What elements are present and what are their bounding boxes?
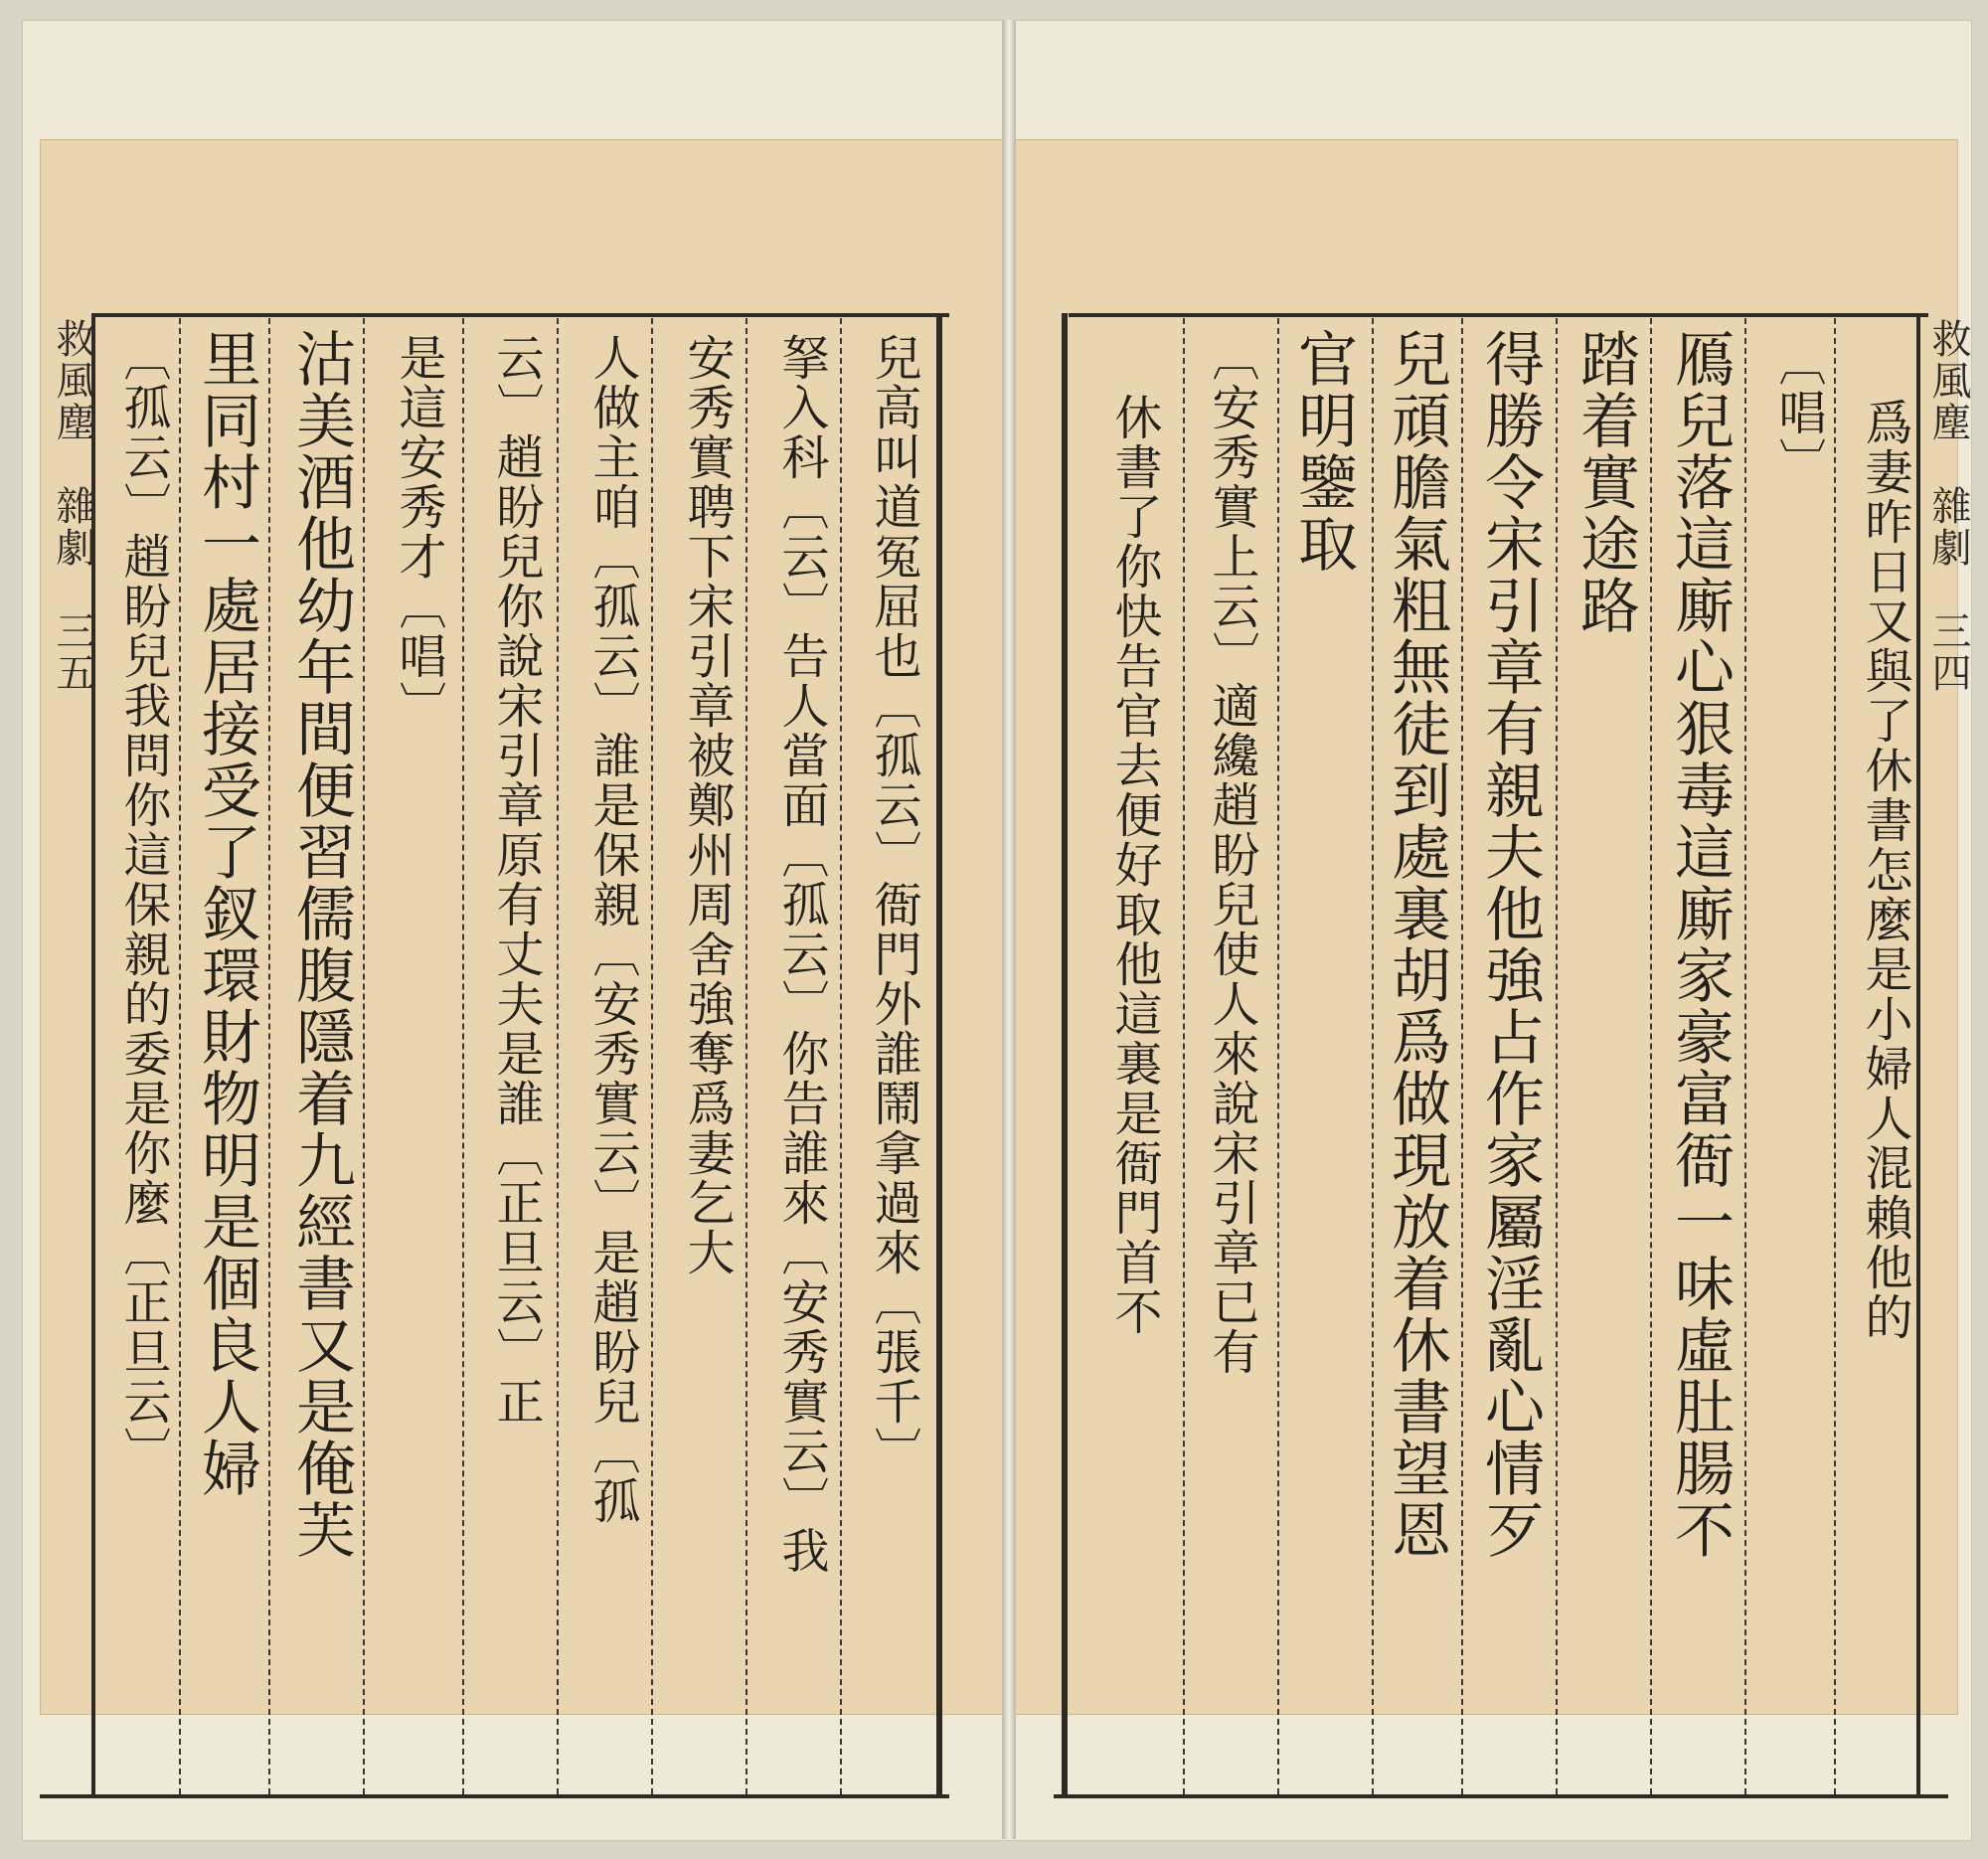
right-column-1: 爲妻昨日又與了休書怎麼是小婦人混賴他的 [1857,398,1912,1342]
left-column-1: 兒高叫道冤屈也〔孤云〕衙門外誰鬧拿過來〔張千〕 [866,333,921,1476]
left-column-4: 人做主咱〔孤云〕誰是保親〔安秀實云〕是趙盼兒〔孤 [584,333,640,1526]
right-margin-title: 救風塵 雜劇 三四 [1925,318,1971,694]
right-outer-border [1062,313,1068,1798]
left-column-7: 沽美酒他幼年間便習儒腹隱着九經書又是俺芙 [286,328,356,1561]
right-column-3: 鴈兒落這廝心狠毒這廝家豪富衙一味虛肚腸不 [1665,328,1735,1561]
right-top-border [1069,313,1928,317]
book-spine [1002,20,1016,1839]
left-column-9: 〔孤云〕趙盼兒我問你這保親的委是你麼〔正旦云〕 [115,333,171,1476]
right-column-2: 〔唱〕 [1770,338,1826,487]
right-column-6: 兒頑膽氣粗無徒到處裏胡爲做現放着休書望恩 [1382,328,1451,1561]
left-margin-title: 救風塵 雜劇 三五 [50,318,95,694]
left-column-5: 云〕趙盼兒你說宋引章原有丈夫是誰〔正旦云〕正 [488,333,544,1427]
left-top-border [94,313,949,317]
right-column-7: 官明鑒取 [1288,328,1358,575]
left-bottom-border [40,1794,949,1798]
left-column-2: 拏入科〔云〕告人當面〔孤云〕你告誰來〔安秀實云〕我 [773,333,829,1576]
left-column-6: 是這安秀才〔唱〕 [391,333,446,731]
right-column-8: 〔安秀實上云〕適纔趙盼兒使人來說宋引章已有 [1204,333,1259,1377]
left-column-3: 安秀實聘下宋引章被鄭州周舍強奪爲妻乞大 [679,333,735,1277]
right-column-5: 得勝令宋引章有親夫他強占作家屬淫亂心情歹 [1475,328,1545,1561]
left-outer-border [936,313,942,1798]
left-column-8: 里同村一處居接受了釵環財物明是個良人婦 [192,328,261,1499]
right-bottom-border [1054,1794,1948,1798]
right-column-9: 休書了你快告官去便好取他這裏是衙門首不 [1106,393,1162,1337]
right-column-4: 踏着實途路 [1571,328,1640,636]
